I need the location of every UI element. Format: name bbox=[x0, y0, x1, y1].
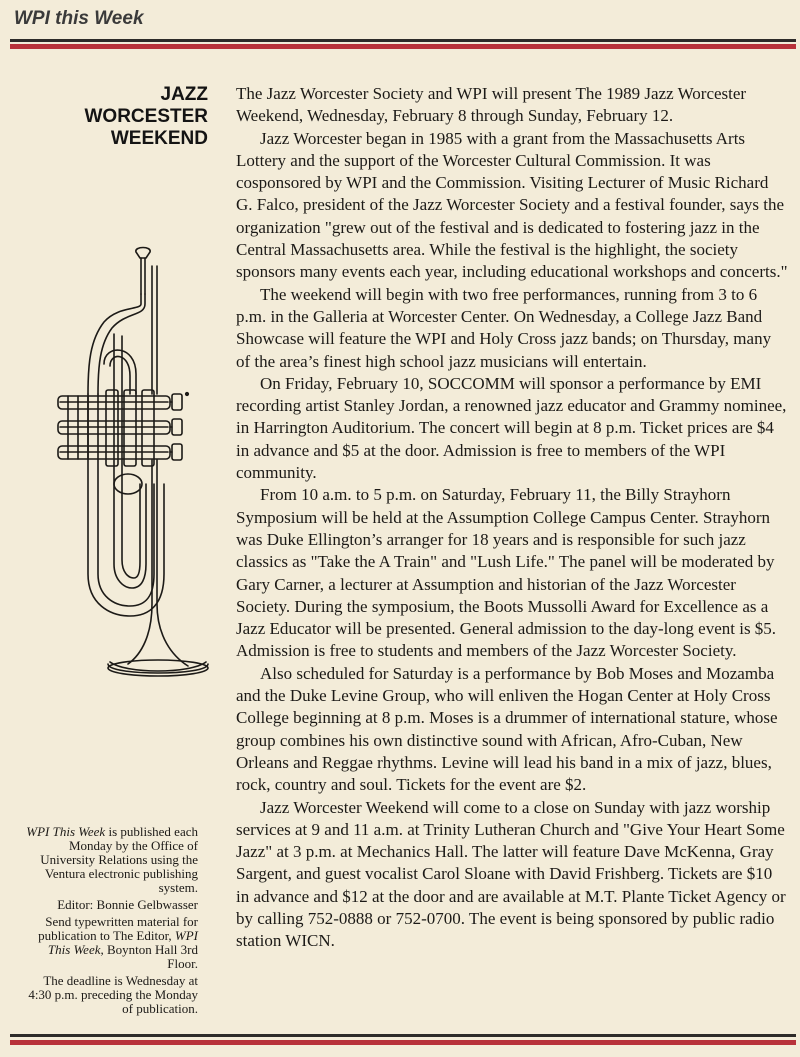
bottom-rule-black bbox=[10, 1034, 796, 1037]
article-paragraph: The weekend will begin with two free performances, running from 3 to 6 p.m. in the Galleria at Worcester Center. On Wednesday, a College Jazz Band Showcase will feature the WPI and Holy Cross jazz bands; on Thursday, many of the area’s finest high school jazz musicians will entertain. bbox=[236, 284, 772, 371]
colophon-deadline: The deadline is Wednesday at 4:30 p.m. preceding the Monday of publication. bbox=[28, 973, 198, 1016]
submission-publication-name: WPI This Week, bbox=[47, 928, 198, 957]
article-paragraph: The Jazz Worcester Society and WPI will present The 1989 Jazz Worcester Weekend, Wednesday, February 8 through Sunday, February 12. bbox=[236, 84, 747, 126]
colophon-published bbox=[18, 825, 198, 895]
headline-line: JAZZ bbox=[160, 84, 208, 105]
submission-address: Boynton Hall 3rd Floor. bbox=[103, 942, 198, 971]
colophon-submission bbox=[18, 915, 198, 971]
publication-name: WPI This Week bbox=[26, 824, 106, 839]
article-paragraph: On Friday, February 10, SOCCOMM will sponsor a performance by EMI recording artist Stanley Jordan, a renowned jazz educator and Grammy nominee, in Harrington Auditorium. The concert will begin at 8 p.m. Ticket prices are $4 in advance and $5 at the door. Admission is free to members of the WPI community. bbox=[236, 373, 787, 483]
article-paragraph: Also scheduled for Saturday is a performance by Bob Moses and Mozamba and the Duke Levine Group, who will enliven the Hogan Center at Holy Cross College beginning at 8 p.m. Moses is a drummer of international stature, whose group combines his own distinctive sound with African, Afro-Cuban, New Orleans and Reggae rhythms. Levine will lead his band in a mix of jazz, blues, rock, country and soul. Tickets for the event are $2. bbox=[236, 663, 778, 795]
submission-text: Send typewritten material for publication to The Editor, bbox=[38, 914, 198, 943]
bottom-rule-red bbox=[10, 1040, 796, 1045]
article-paragraph: Jazz Worcester began in 1985 with a grant from the Massachusetts Arts Lottery and the support of the Worcester Cultural Commission. It was cosponsored by WPI and the Commission. Visiting Lecturer of Music Richard G. Falco, president of the Jazz Worcester Society and a festival founder, says the organization "grew out of the festival and is dedicated to fostering jazz in the Central Massachusetts area. While the festival is the highlight, the society sponsors many events each year, including educational workshops and concerts." bbox=[236, 128, 788, 282]
colophon bbox=[18, 825, 198, 1019]
published-text: is published each Monday by the Office of University Relations using the Ventura electronic publishing system. bbox=[40, 824, 198, 895]
trumpet-icon bbox=[48, 244, 218, 684]
colophon-editor: Editor: Bonnie Gelbwasser bbox=[57, 897, 198, 912]
headline-line: WEEKEND bbox=[110, 128, 208, 149]
article-headline bbox=[8, 84, 208, 150]
top-rule-black bbox=[10, 39, 796, 42]
article-paragraph: From 10 a.m. to 5 p.m. on Saturday, February 11, the Billy Strayhorn Symposium will be held at the Assumption College Campus Center. Strayhorn was Duke Ellington’s arranger for 18 years and is responsible for such jazz classics as "Take the A Train" and "Lush Life." The panel will be moderated by Gary Carner, a lecturer at Assumption and historian of the Jazz Worcester Society. During the symposium, the Boots Mussolli Award for Excellence as a Jazz Educator will be presented. General admission to the day-long event is $5. Admission is free to students and members of the Jazz Worcester Society. bbox=[236, 485, 777, 661]
top-rule-red bbox=[10, 44, 796, 49]
headline-line: WORCESTER bbox=[84, 106, 208, 127]
article-paragraph: Jazz Worcester Weekend will come to a close on Sunday with jazz worship services at 9 and 11 a.m. at Trinity Lutheran Church and "Give Your Heart Some Jazz" at 3 p.m. at Mechanics Hall. The latter will feature Dave McKenna, Gray Sargent, and guest vocalist Carol Sloane with David Frishberg. Tickets are $10 in advance and $12 at the door and are available at M.T. Plante Ticket Agency or by calling 752-0888 or 752-0700. The event is being sponsored by public radio station WICN. bbox=[236, 797, 786, 951]
article-body bbox=[236, 83, 788, 953]
masthead-title: WPI this Week bbox=[14, 8, 144, 29]
